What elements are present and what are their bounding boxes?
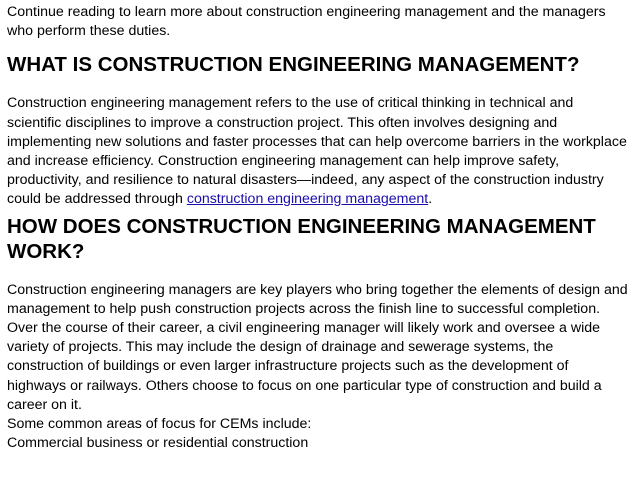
heading-what-is-cem: WHAT IS CONSTRUCTION ENGINEERING MANAGEMENT?: [7, 53, 580, 77]
intro-paragraph: Continue reading to learn more about construction engineering management and the managers who perform these duties.: [7, 4, 606, 40]
how-paragraph: Construction engineering managers are key players who bring together the elements of design and management to help push construction projects across the finish line to successful completion. Over the course of their career, a civil engineering manager will likely work and oversee a wide variety of projects. This may include the design of drainage and sewerage systems, the construction of buildings or even larger infrastructure projects such as the development of highways or railways. Others choose to focus on one particular type of construction and build a career on it.: [7, 281, 628, 413]
focus-item: Commercial business or residential construction: [7, 435, 309, 452]
focus-intro: Some common areas of focus for CEMs include:: [7, 416, 312, 433]
heading-how-does-cem-work: HOW DOES CONSTRUCTION ENGINEERING MANAGEMENT WORK?: [7, 214, 596, 263]
cem-link[interactable]: construction engineering management: [186, 191, 429, 208]
what-is-paragraph: [7, 94, 630, 209]
what-is-paragraph-end: .: [428, 191, 433, 208]
what-is-paragraph-text: Construction engineering management refers to the use of critical thinking in technical and scientific disciplines to improve a construction project. This often involves designing and implementing new solutions and faster processes that can help overcome barriers in the workplace and increase efficiency. Construction engineering management can help improve safety, productivity, and resilience to natural disasters—indeed, any aspect of the construction industry could be addressed through: [7, 95, 627, 208]
